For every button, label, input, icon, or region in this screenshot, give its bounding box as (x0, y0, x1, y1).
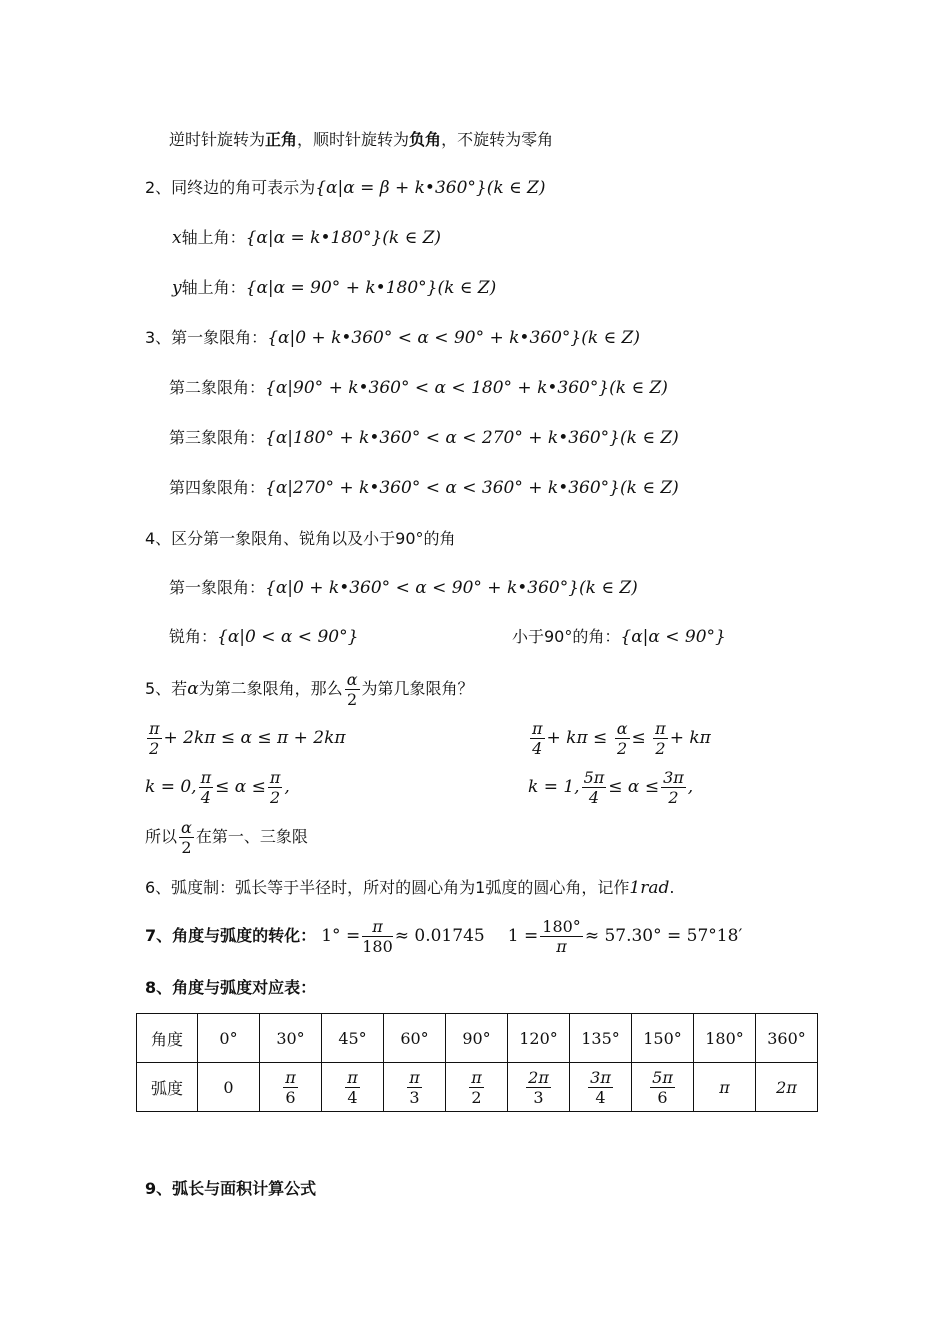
degree-cell: 60° (384, 1014, 446, 1063)
radian-cell: $\frac{\pi}{6}$ (260, 1063, 322, 1112)
rotation-definition: 逆时针旋转为正角，顺时针旋转为负角，不旋转为零角 (169, 130, 554, 149)
row-label-degrees: 角度 (137, 1014, 198, 1063)
radian-definition: 6、弧度制：弧长等于半径时，所对的圆心角为1弧度的圆心角，记作1rad. (145, 878, 675, 898)
radian-cell: $\frac{2\pi}{3}$ (508, 1063, 570, 1112)
acute-angle: 锐角：{α|0 < α < 90°} (169, 627, 359, 647)
y-axis-angle: y轴上角：{α|α = 90° + k•180°}(k ∈ Z) (172, 278, 497, 298)
degree-cell: 120° (508, 1014, 570, 1063)
radian-cell: 2π (756, 1063, 818, 1112)
alpha-over-2: $\frac{\alpha}{2}$ (346, 670, 358, 709)
degree-radian-conversion: 7、角度与弧度的转化： 1° = $\frac{\pi}{180}$ ≈ 0.01745 1 = $\frac{180^\circ}{\pi}$ ≈ 57.30° = 57°18′ (145, 917, 743, 956)
degree-radian-table (136, 1013, 818, 1112)
quadrant-1-repeat: 第一象限角：{α|0 + k•360° < α < 90° + k•360°}(k ∈ Z) (169, 578, 638, 598)
quadrant-1-angle: 3、第一象限角：{α|0 + k•360° < α < 90° + k•360°}(k ∈ Z) (145, 328, 640, 348)
degree-cell: 90° (446, 1014, 508, 1063)
less-than-90-angle: 小于90°的角：{α|α < 90°} (512, 627, 726, 647)
degree-cell: 30° (260, 1014, 322, 1063)
quadrant-2-angle: 第二象限角：{α|90° + k•360° < α < 180° + k•360°}(k ∈ Z) (169, 378, 668, 398)
radian-cell: $\frac{3\pi}{4}$ (570, 1063, 632, 1112)
table-row-radians (137, 1063, 818, 1112)
degree-cell: 180° (694, 1014, 756, 1063)
inequality-half: $\frac{\pi}{4}$ + kπ ≤ $\frac{\alpha}{2}$ ≤ $\frac{\pi}{2}$ + kπ (532, 719, 711, 758)
degree-cell: 360° (756, 1014, 818, 1063)
radian-cell: π (694, 1063, 756, 1112)
x-axis-angle: x轴上角：{α|α = k•180°}(k ∈ Z) (172, 228, 442, 248)
section-9-title: 9、弧长与面积计算公式 (145, 1179, 317, 1198)
radian-cell: $\frac{\pi}{3}$ (384, 1063, 446, 1112)
quadrant-4-angle: 第四象限角：{α|270° + k•360° < α < 360° + k•360°}(k ∈ Z) (169, 478, 679, 498)
degree-cell: 150° (632, 1014, 694, 1063)
half-angle-question: 5、若α为第二象限角，那么 $\frac{\alpha}{2}$ 为第几象限角？ (145, 670, 474, 709)
degree-cell: 45° (322, 1014, 384, 1063)
conclusion: 所以 $\frac{\alpha}{2}$ 在第一、三象限 (145, 818, 308, 857)
k-equals-1: k = 1, $\frac{5\pi}{4}$ ≤ α ≤ $\frac{3\pi}{2}$ , (528, 768, 694, 807)
radian-cell: $\frac{\pi}{2}$ (446, 1063, 508, 1112)
section-8-title: 8、角度与弧度对应表： (145, 978, 317, 997)
k-equals-0: k = 0, $\frac{\pi}{4}$ ≤ α ≤ $\frac{\pi}{2}$ , (145, 768, 290, 807)
degree-cell: 0° (198, 1014, 260, 1063)
row-label-radians: 弧度 (137, 1063, 198, 1112)
table-row-degrees (137, 1014, 818, 1063)
radian-cell: $\frac{\pi}{4}$ (322, 1063, 384, 1112)
inequality-1: $\frac{\pi}{2}$ + 2kπ ≤ α ≤ π + 2kπ (149, 719, 346, 758)
degree-cell: 135° (570, 1014, 632, 1063)
radian-cell: $\frac{5\pi}{6}$ (632, 1063, 694, 1112)
section-4-title: 4、区分第一象限角、锐角以及小于90°的角 (145, 529, 456, 548)
positive-angle: 正角 (265, 130, 298, 149)
negative-angle: 负角 (409, 130, 442, 149)
quadrant-3-angle: 第三象限角：{α|180° + k•360° < α < 270° + k•360°}(k ∈ Z) (169, 428, 679, 448)
radian-cell: 0 (198, 1063, 260, 1112)
coterminal-angle: 2、同终边的角可表示为{α|α = β + k•360°}(k ∈ Z) (145, 178, 546, 198)
